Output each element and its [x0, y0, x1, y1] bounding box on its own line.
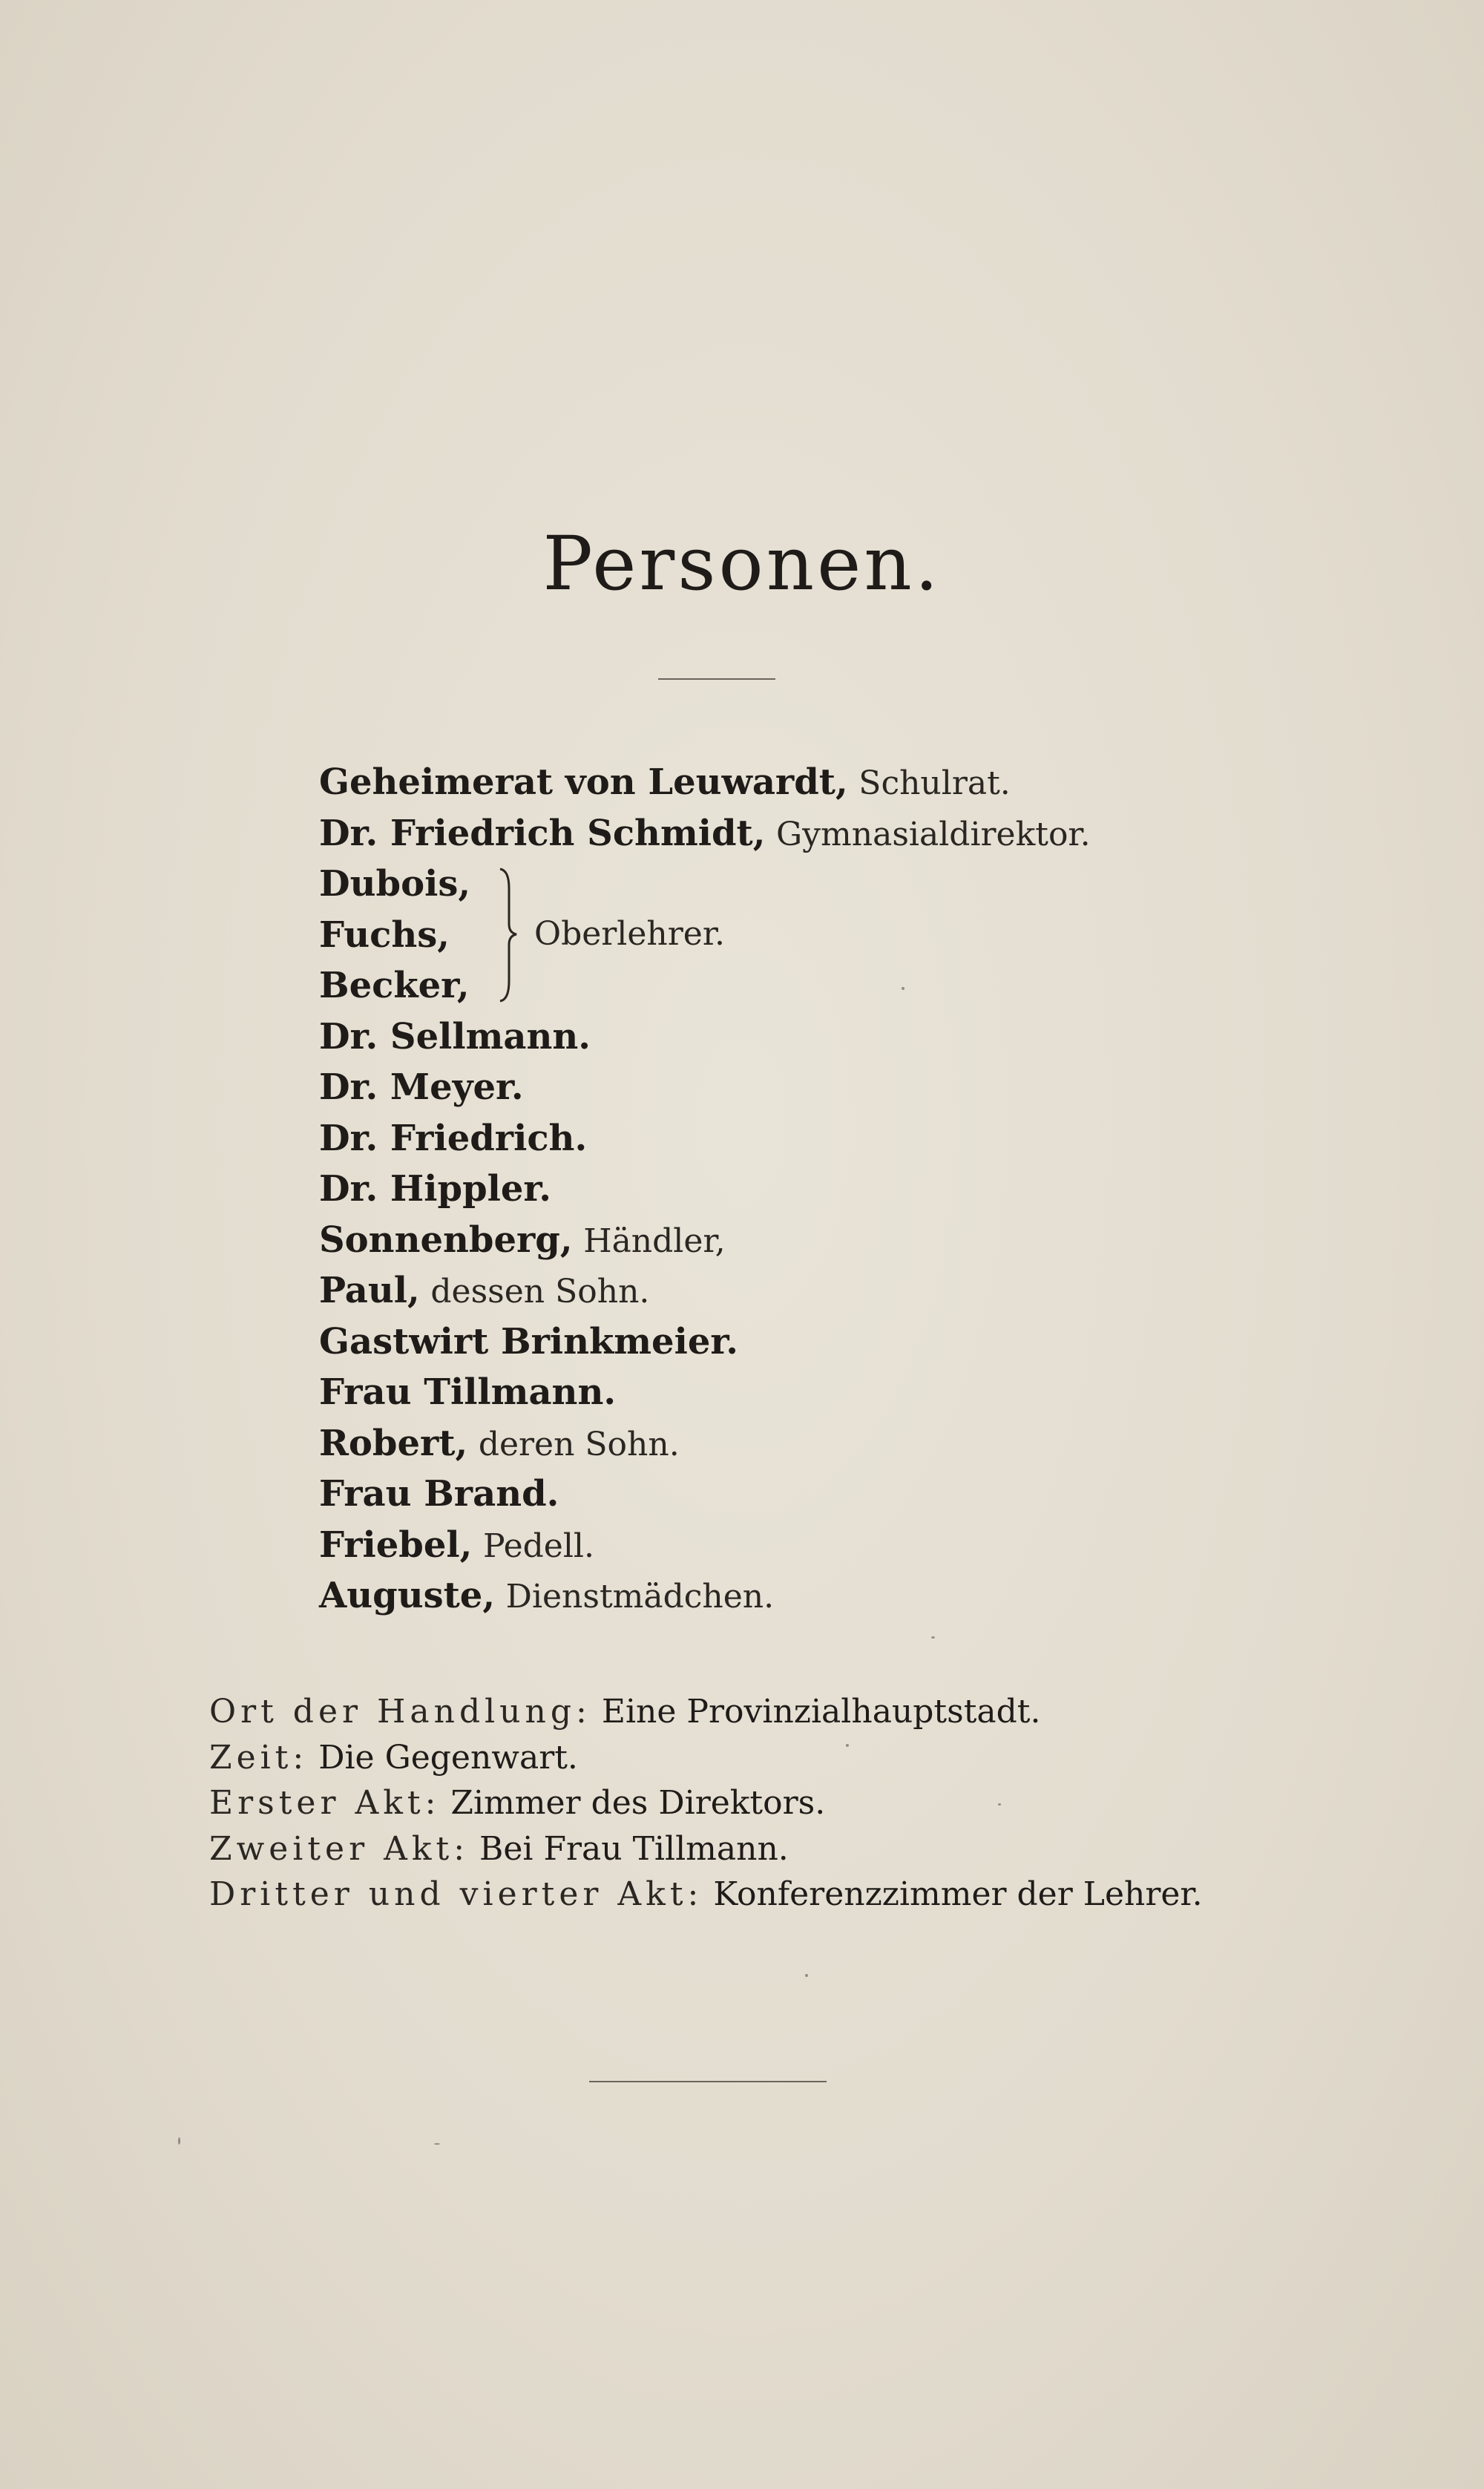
cast-item [319, 1062, 1209, 1113]
cast-name: Friebel, [319, 1524, 473, 1566]
setting-block [209, 1689, 1434, 1918]
page-title: Personen. [542, 520, 942, 607]
setting-label: Zweiter Akt: [209, 1829, 470, 1868]
setting-line [209, 1872, 1434, 1918]
paper-speck [931, 1636, 935, 1639]
cast-item [319, 960, 1209, 1011]
cast-role: Händler, [583, 1221, 726, 1260]
paper-speck [846, 1744, 849, 1747]
cast-item [319, 1418, 1209, 1469]
cast-list [319, 757, 1209, 1621]
cast-name: Dr. Friedrich. [319, 1117, 588, 1159]
setting-value: Zimmer des Direktors. [450, 1784, 826, 1822]
cast-item [319, 757, 1209, 808]
cast-group-role: Oberlehrer. [534, 915, 726, 953]
cast-name: Dubois, [319, 863, 471, 905]
paper-speck [902, 987, 904, 990]
cast-role: Dienstmädchen. [505, 1578, 775, 1616]
cast-name: Becker, [319, 965, 470, 1006]
cast-item [319, 1265, 1209, 1316]
setting-line [209, 1735, 1434, 1781]
title-divider [658, 678, 775, 680]
setting-value: Die Gegenwart. [318, 1738, 578, 1777]
paper-speck [178, 2137, 180, 2145]
setting-line [209, 1826, 1434, 1872]
cast-item [319, 1113, 1209, 1164]
setting-value: Konferenzzimmer der Lehrer. [713, 1875, 1203, 1913]
cast-name: Auguste, [319, 1575, 496, 1616]
cast-item [319, 1164, 1209, 1215]
setting-value: Bei Frau Tillmann. [479, 1829, 789, 1868]
cast-name: Gastwirt Brinkmeier. [319, 1320, 738, 1362]
cast-item [319, 1215, 1209, 1266]
cast-item [319, 910, 1209, 961]
cast-name: Fuchs, [319, 914, 450, 956]
cast-name: Dr. Meyer. [319, 1066, 524, 1108]
setting-value: Eine Provinzialhauptstadt. [601, 1693, 1041, 1731]
cast-role: Schulrat. [858, 764, 1011, 802]
cast-role: Pedell. [482, 1526, 594, 1565]
cast-name: Paul, [319, 1270, 420, 1311]
paper-speck [434, 2143, 440, 2145]
cast-item [319, 1367, 1209, 1418]
cast-item [319, 859, 1209, 910]
bottom-divider [589, 2081, 827, 2082]
cast-name: Dr. Sellmann. [319, 1015, 591, 1057]
setting-label: Erster Akt: [209, 1784, 441, 1822]
cast-name: Frau Brand. [319, 1473, 559, 1515]
paper-speck [998, 1803, 1001, 1806]
cast-name: Dr. Friedrich Schmidt, [319, 812, 766, 854]
setting-line [209, 1780, 1434, 1826]
setting-label: Dritter und vierter Akt: [209, 1875, 703, 1913]
cast-group-oberlehrer [319, 859, 1209, 1011]
cast-role: Gymnasialdirektor. [776, 815, 1091, 853]
cast-item [319, 1316, 1209, 1368]
paper-speck [805, 1974, 808, 1977]
cast-item [319, 1011, 1209, 1063]
setting-line [209, 1689, 1434, 1735]
cast-name: Frau Tillmann. [319, 1371, 617, 1413]
cast-item [319, 1469, 1209, 1520]
cast-name: Robert, [319, 1422, 468, 1464]
cast-item [319, 808, 1209, 859]
setting-label: Zeit: [209, 1738, 309, 1777]
cast-name: Dr. Hippler. [319, 1168, 552, 1210]
cast-item [319, 1520, 1209, 1571]
cast-item [319, 1570, 1209, 1621]
cast-role: dessen Sohn. [430, 1273, 650, 1311]
cast-name: Sonnenberg, [319, 1219, 573, 1261]
cast-role: deren Sohn. [478, 1425, 680, 1463]
setting-label: Ort der Handlung: [209, 1693, 591, 1731]
cast-name: Geheimerat von Leuwardt, [319, 761, 848, 803]
curly-brace-icon [497, 866, 519, 1003]
